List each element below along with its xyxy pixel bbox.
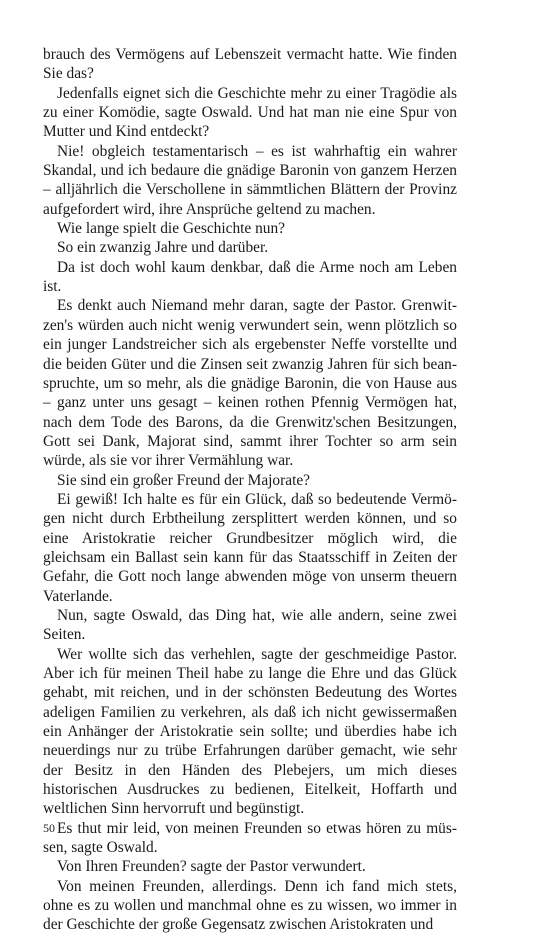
paragraph: Da ist doch wohl kaum denkbar, daß die Arme noch am Leben ist. [43, 258, 457, 296]
paragraph: Von Ihren Freunden? sagte der Pastor verwundert. [57, 858, 366, 876]
paragraph: Von meinen Freunden, allerdings. Denn ich fand mich stets, ohne es zu wollen und manchmal ohne es zu wissen, wo immer in der Geschichte der große Gegensatz zwischen Aristokraten und [43, 877, 457, 934]
paragraph: Es denkt auch Niemand mehr daran, sagte der Pastor. Grenwitzen's würden auch nicht wenig verwundert sein, wenn plötzlich so ein junger Landstreicher sich als ergebenster Neffe vorstellte und die beiden Güter und die Zinsen seit zwanzig Jahren für sich beanspruchte, um so mehr, als die gnädige Baronin, die von Hause aus – ganz unter uns gesagt – keinen rothen Pfennig Vermögen hat, nach dem Tode des Barons, da die Grenwitz'schen Besitzungen, Gott sei Dank, Majorat sind, sammt ihrer Tochter so arm sein würde, als sie vor ihrer Vermählung war. [43, 297, 457, 470]
paragraph: Wer wollte sich das verhehlen, sagte der geschmeidige Pastor. Aber ich für meinen Theil habe zu lange die Ehre und das Glück gehabt, mit reichen, und in der schönsten Bedeutung des Wortes adeligen Familien zu verkehren, als daß ich nicht gewissermaßen ein Anhänger der Aristokratie sein sollte; und überdies habe ich neuerdings nur zu trübe Erfahrungen darüber gemacht, wie sehr der Besitz in den Händen des Plebejers, um mich dieses historischen Ausdruckes zu bedienen, Eitelkeit, Hoffarth und weltlichen Sinn hervorruft und begünstigt. [43, 645, 457, 818]
paragraph: So ein zwanzig Jahre und darüber. [57, 239, 269, 257]
paragraph: Ei gewiß! Ich halte es für ein Glück, daß so bedeutende Vermögen nicht durch Erbtheilung zersplittert werden können, und so eine Aristokratie reicher Grundbesitzer möglich wird, die gleichsam ein Ballast sein kann für das Staatsschiff in Zeiten der Gefahr, die Gott noch lange abwenden möge von unserm theuern Vaterlande. [43, 490, 457, 605]
paragraph-continued: brauch des Vermögens auf Lebenszeit vermacht hatte. Wie finden Sie das? [43, 46, 457, 83]
page-number: 50 [43, 821, 55, 835]
paragraph: Sie sind ein großer Freund der Majorate? [57, 471, 311, 489]
paragraph: Nun, sagte Oswald, das Ding hat, wie alle andern, seine zwei Seiten. [43, 606, 457, 644]
paragraph: Wie lange spielt die Geschichte nun? [57, 220, 286, 238]
paragraph: Es thut mir leid, von meinen Freunden so etwas hören zu müssen, sagte Oswald. [43, 819, 457, 857]
paragraph: Jedenfalls eignet sich die Geschichte mehr zu einer Tragödie als zu einer Komödie, sagte Oswald. Und hat man nie eine Spur von Mutter und Kind entdeckt? [43, 84, 457, 141]
paragraph: Nie! obgleich testamentarisch – es ist wahrhaftig ein wahrer Skandal, und ich bedaure die gnädige Baronin von ganzem Herzen – alljährlich die Verschollene in sämmtlichen Blättern der Provinz aufgefordert wird, ihre Ansprüche geltend zu machen. [43, 142, 457, 218]
body-text [43, 45, 457, 935]
